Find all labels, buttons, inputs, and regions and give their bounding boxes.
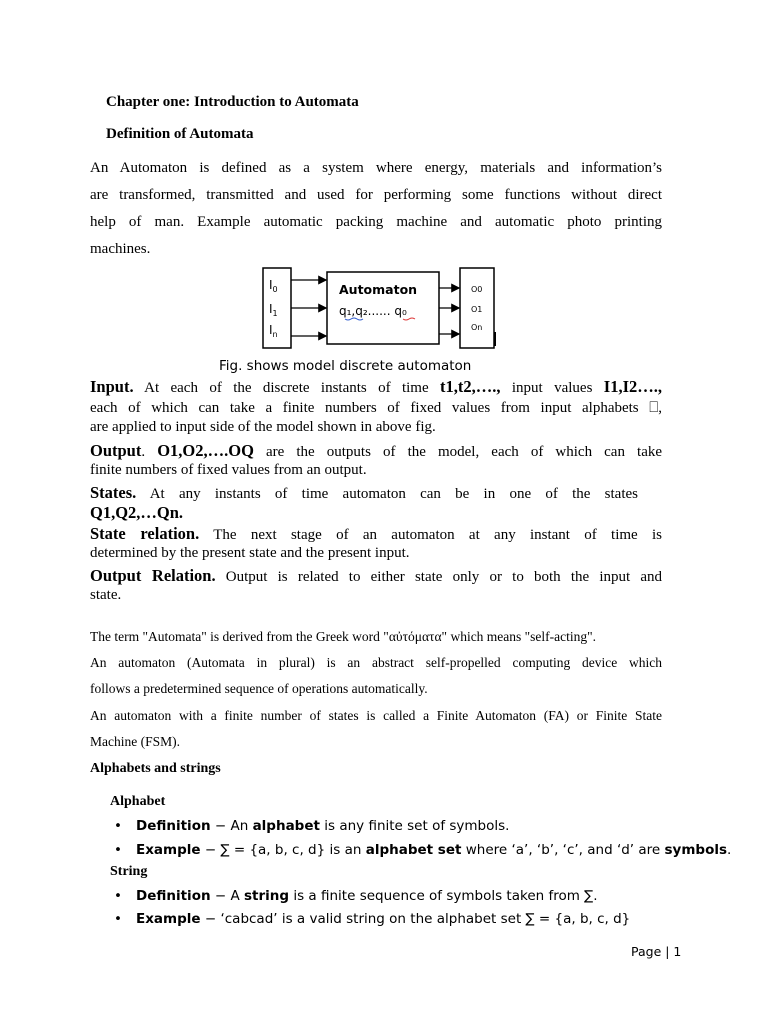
input-definition-line-1: Input. At each of the discrete instants of time t1,t2,…., input values I1,I2…., — [90, 377, 663, 396]
section-title: Definition of Automata — [106, 126, 254, 142]
greek-line-2: An automaton (Automata in plural) is an abstract self-propelled computing device which — [90, 655, 662, 670]
spellcheck-underline-1 — [345, 318, 363, 320]
automaton-title: Automaton — [339, 282, 418, 297]
output-relation-line-1: Output Relation. Output is related to either state only or to both the input and — [90, 566, 663, 585]
intro-line-4: machines. — [90, 241, 151, 257]
string-heading: String — [110, 864, 148, 879]
spellcheck-underline-2 — [403, 318, 415, 320]
input-definition-line-3: are applied to input side of the model shown in above fig. — [90, 419, 436, 435]
output-definition-line-2: finite numbers of fixed values from an output. — [90, 462, 367, 478]
greek-line-3: follows a predetermined sequence of operations automatically. — [90, 681, 428, 696]
alphabet-heading: Alphabet — [110, 794, 166, 809]
greek-line-1: The term "Automata" is derived from the Greek word "αὐτόματα" which means "self-acting". — [90, 629, 597, 644]
output-relation-term: Output Relation. — [90, 566, 216, 585]
input-label-1: $I_1$ — [269, 302, 278, 318]
state-relation-term: State relation. — [90, 524, 200, 543]
intro-line-3: help of man. Example automatic packing machine and automatic photo printing — [90, 214, 662, 230]
output-label-n: On — [471, 323, 483, 332]
greek-line-5: Machine (FSM). — [90, 734, 180, 749]
output-label-1: O1 — [471, 305, 483, 314]
states-term: States. — [90, 483, 137, 502]
automaton-states: q₁,q₂...... q₀ — [339, 304, 407, 318]
alphabets-heading: Alphabets and strings — [90, 761, 221, 776]
page-number-footer: Page | 1 — [631, 944, 682, 959]
output-label-0: O0 — [471, 285, 483, 294]
input-definition-line-2: each of which can take a finite numbers of fixed values from input alphabets ⎕, — [90, 400, 662, 416]
output-relation-line-2: state. — [90, 587, 122, 603]
input-label-0: $I_0$ — [269, 278, 278, 294]
states-definition-line-1: States. At any instants of time automaton can be in one of the states — [90, 483, 638, 502]
state-relation-line-1: State relation. The next stage of an automaton at any instant of time is — [90, 524, 663, 543]
intro-line-1: An Automaton is defined as a system where energy, materials and information’s — [90, 160, 662, 176]
intro-line-2: are transformed, transmitted and used for performing some functions without direct — [90, 187, 662, 203]
states-definition-line-2: Q1,Q2,…Qn. — [90, 503, 184, 522]
figure-caption: Fig. shows model discrete automaton — [219, 358, 472, 374]
input-label-n: $I_n$ — [269, 323, 278, 339]
state-relation-line-2: determined by the present state and the present input. — [90, 545, 410, 561]
document-page: Chapter one: Introduction to Automata Definition of Automata An Automaton is defined as a system where energy, materials and information’s are transformed, transmitted and used for performing some functions without direct help of man. Example automatic packing machine and automatic photo printing machines. $I_0$ $I_1$ $I_n$ Automaton q₁,q₂...... q₀ O0 O1 On Fig. shows model discrete automaton Input. At each of the discrete instants of time t1,t2,…., input values I1,I2…., each of which can take a finite numbers of fixed values from input alphabets ⎕, are applied to input side of the model shown in above fig. Output. O1,O2,….OQ are the outputs of the model, each of which can take finite numbers of fixed values from an output. States. At any instants of time automaton can be in one of the states Q1,Q2,…Qn. State relation. The next stage of an automaton at any instant of time is determined by the present state and the present input. Output Relation. Output is related to either state only or to both the input and state. The term "Automata" is derived from the Greek word "αὐτόματα" which means "self-acting". An automaton (Automata in plural) is an abstract self-propelled computing device which follows a predetermined sequence of operations automatically. An automaton with a finite number of states is called a Finite Automaton (FA) or Finite State Machine (FSM). Alphabets and strings Alphabet • Definition − An alphabet is any finite set of symbols. • Example − ∑ = {a, b, c, d} is an alphabet set where ‘a’, ‘b’, ‘c’, and ‘d’ are symbols. String • Definition − A string is a finite sequence of symbols taken from ∑. • Example − ‘cabcad’ is a valid string on the alphabet set ∑ = {a, b, c, d} Page | 1 — [90, 94, 732, 959]
input-term: Input. — [90, 377, 134, 396]
output-definition-line-1: Output. O1,O2,….OQ are the outputs of the model, each of which can take — [90, 441, 663, 460]
automaton-model-figure — [255, 262, 505, 354]
chapter-title: Chapter one: Introduction to Automata — [106, 94, 359, 110]
greek-line-4: An automaton with a finite number of states is called a Finite Automaton (FA) or Finite State — [90, 708, 662, 723]
output-term: Output — [90, 441, 142, 460]
